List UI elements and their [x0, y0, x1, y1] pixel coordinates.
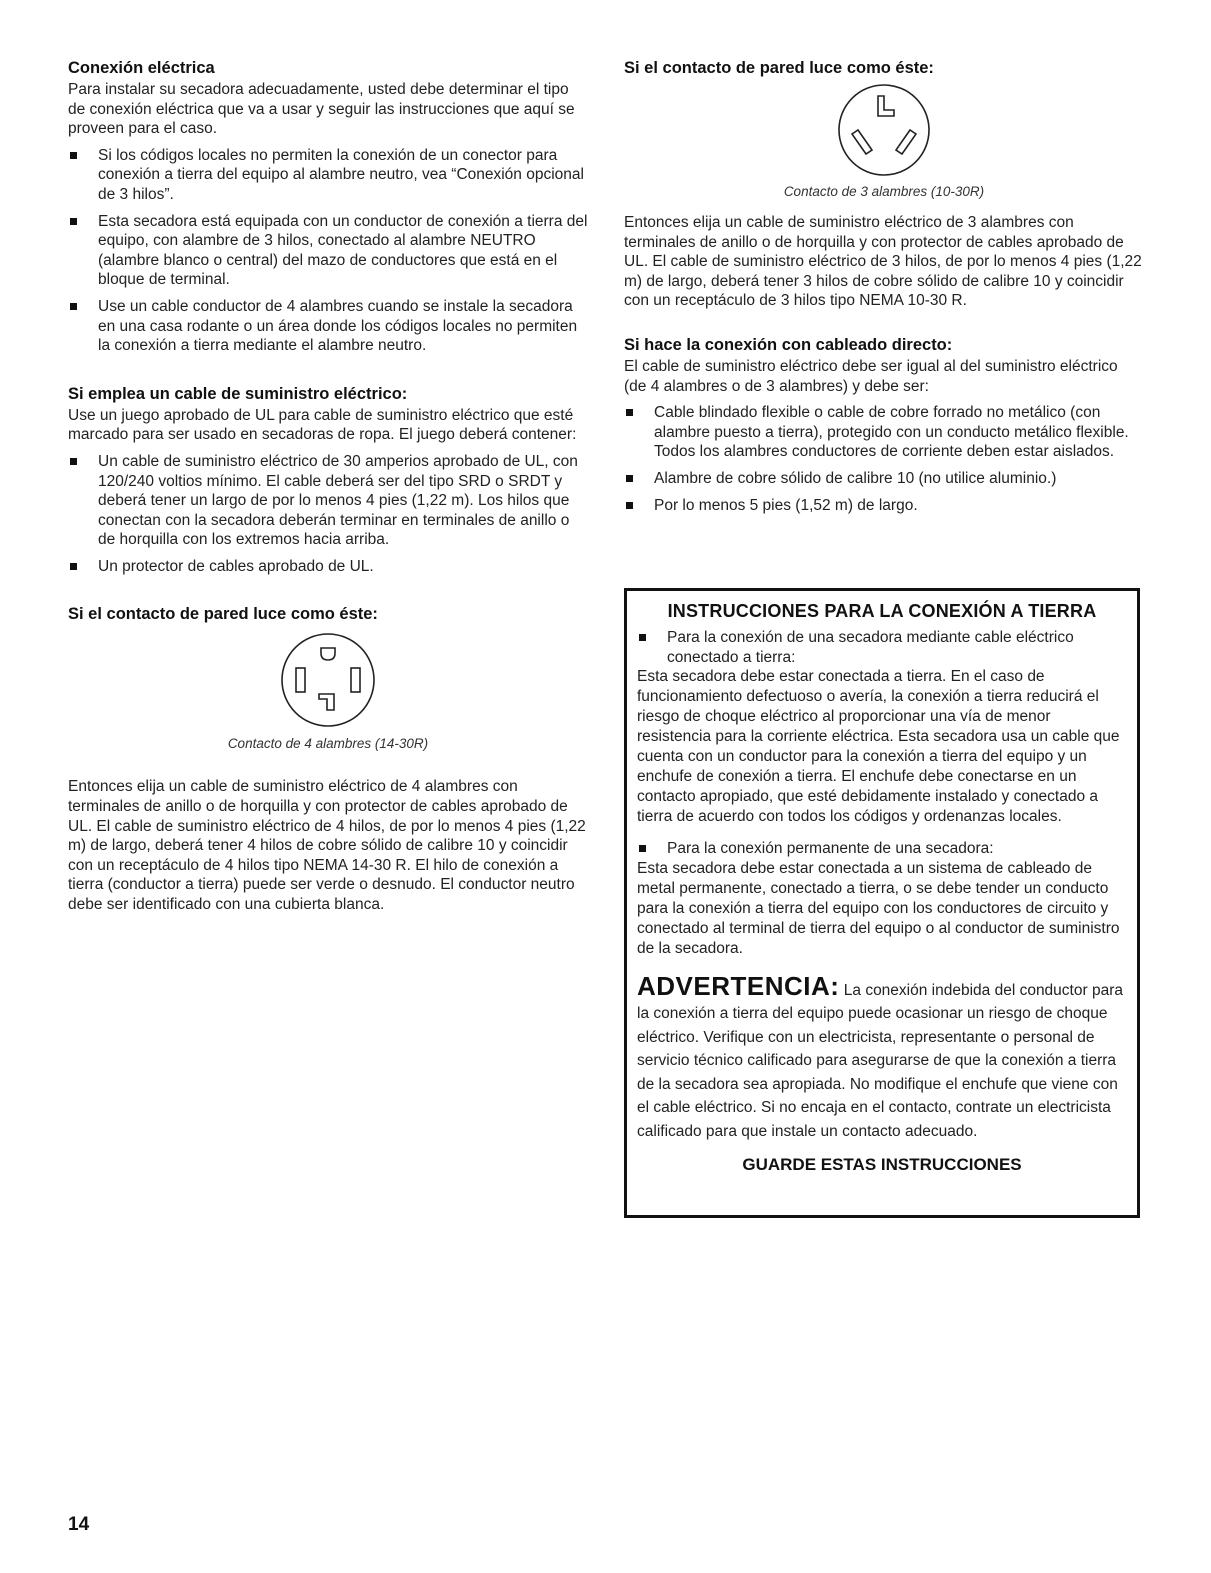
list-item: Cable blindado flexible o cable de cobre forrado no metálico (con alambre puesto a tierra), protegido con un conducto metálico flexible. Todos los alambres conductores de corriente deben estar aislados.: [624, 403, 1144, 462]
four-wire-paragraph: Entonces elija un cable de suministro eléctrico de 4 alambres con terminales de anillo o de horquilla y con protector de cables aprobado de UL. El cable de suministro eléctrico de 4 hilos, de por lo menos 4 pies (1,22 m) de largo, deberá tener 4 hilos de cobre sólido de calibre 10 y coincidir con un receptáculo de 4 hilos tipo NEMA 14-30 R. El hilo de conexión a tierra (conductor a tierra) puede ser verde o desnudo. El conductor neutro debe ser identificado con una cubierta blanca.: [68, 778, 586, 914]
grounding-title: INSTRUCCIONES PARA LA CONEXIÓN A TIERRA: [667, 601, 1097, 621]
bullet-square-icon: [70, 303, 77, 310]
warning-text: La conexión indebida del conductor para la conexión a tierra del equipo puede ocasionar un riesgo de choque eléctrico. Verifique con un electricista, representante o personal de servicio técnico calificado para asegurarse de que la conexión a tierra de la secadora sea apropiada. No modifique el enchufe que viene con el cable eléctrico. Si no encaja en el contacto, contrate un electricista calificado para que instale un contacto adecuado.: [637, 981, 1123, 1140]
heading-direct-wire: Si hace la conexión con cableado directo:: [624, 335, 953, 354]
list-item: Esta secadora está equipada con un conductor de conexión a tierra del equipo, con alambre de 3 hilos, conectado al alambre NEUTRO (alambre blanco o central) del mazo de conductores que está en el bloque de terminal.: [68, 212, 588, 290]
bullet-square-icon: [626, 409, 633, 416]
grounding-instructions-box: [624, 588, 1140, 1218]
bullet-square-icon: [639, 634, 646, 641]
four-wire-outlet-icon: [266, 628, 390, 732]
bullet-square-icon: [70, 152, 77, 159]
bullet-square-icon: [70, 458, 77, 465]
grounding-bullet-2: [637, 839, 1127, 859]
left-column: [68, 58, 588, 915]
bullet-list-codes: [68, 146, 588, 356]
intro-paragraph: Para instalar su secadora adecuadamente, usted debe determinar el tipo de conexión eléctrica que va a usar y seguir las instrucciones que aquí se proveen para el caso.: [68, 81, 575, 138]
warning-block: [637, 970, 1127, 1144]
bullet-square-icon: [639, 845, 646, 852]
right-column: [624, 58, 1144, 515]
list-item: Para la conexión de una secadora mediante cable eléctrico conectado a tierra:: [637, 628, 1127, 667]
bullet-square-icon: [626, 502, 633, 509]
bullet-square-icon: [70, 218, 77, 225]
list-item: Use un cable conductor de 4 alambres cuando se instale la secadora en una casa rodante o un área donde los códigos locales no permiten la conexión a tierra mediante el alambre neutro.: [68, 297, 588, 356]
caption-4-wire: Contacto de 4 alambres (14-30R): [227, 736, 429, 752]
list-item: Para la conexión permanente de una secadora:: [637, 839, 1127, 859]
list-item: Por lo menos 5 pies (1,52 m) de largo.: [624, 496, 1144, 516]
three-wire-outlet-icon: [834, 80, 934, 180]
direct-wire-paragraph: El cable de suministro eléctrico debe ser igual al del suministro eléctrico (de 4 alambres o de 3 alambres) y debe ser:: [624, 357, 1118, 395]
page-number: 14: [68, 1514, 90, 1535]
bullet-square-icon: [70, 563, 77, 570]
heading-power-cord: Si emplea un cable de suministro eléctrico:: [68, 384, 408, 403]
bullet-square-icon: [626, 475, 633, 482]
save-instructions: GUARDE ESTAS INSTRUCCIONES: [742, 1155, 1022, 1175]
grounding-paragraph-2: Esta secadora debe estar conectada a un sistema de cableado de metal permanente, conectado a tierra, o se debe tender un conducto para la conexión a tierra del equipo con los conductores de circuito y conectado al terminal de tierra del equipo o al conductor de suministro de la secadora.: [637, 859, 1120, 957]
heading-wall-receptacle-4: Si el contacto de pared luce como éste:: [68, 605, 378, 624]
caption-3-wire: Contacto de 3 alambres (10-30R): [783, 184, 985, 199]
grounding-paragraph-1: Esta secadora debe estar conectada a tierra. En el caso de funcionamiento defectuoso o avería, la conexión a tierra reducirá el riesgo de choque eléctrico al proporcionar una vía de menor resistencia para la corriente eléctrica. Esta secadora usa un cable que cuenta con un conductor para la conexión a tierra del equipo y un enchufe de conexión a tierra. El enchufe debe conectarse en un contacto apropiado, que esté debidamente instalado y conectado a tierra de acuerdo con todos los códigos y ordenanzas locales.: [637, 668, 1120, 826]
three-wire-paragraph: Entonces elija un cable de suministro eléctrico de 3 alambres con terminales de anillo o de horquilla y con protector de cables aprobado de UL. El cable de suministro eléctrico de 3 hilos, de por lo menos 4 pies (1,22 m) de largo, deberá tener 3 hilos de cobre sólido de calibre 10 y coincidir con un receptáculo de 3 hilos tipo NEMA 10-30 R.: [624, 214, 1142, 310]
bullet-list-direct-wire: [624, 403, 1144, 515]
list-item: Si los códigos locales no permiten la conexión de un conector para conexión a tierra del equipo al alambre neutro, vea “Conexión opcional de 3 hilos”.: [68, 146, 588, 205]
list-item: Un protector de cables aprobado de UL.: [68, 557, 588, 577]
list-item: Un cable de suministro eléctrico de 30 amperios aprobado de UL, con 120/240 voltios mínimo. El cable deberá ser del tipo SRD o SRDT y deberá tener un largo de por lo menos 4 pies (1,22 m). Los hilos que conectan con la secadora deberán terminar en terminales de anillo o de horquilla con los extremos hacia arriba.: [68, 452, 588, 550]
heading-wall-receptacle-3: Si el contacto de pared luce como éste:: [624, 59, 934, 77]
grounding-bullet-1: [637, 628, 1127, 667]
bullet-list-power-cord: [68, 452, 588, 577]
power-cord-paragraph: Use un juego aprobado de UL para cable de suministro eléctrico que esté marcado para ser usado en secadoras de ropa. El juego deberá contener:: [68, 406, 577, 444]
list-item: Alambre de cobre sólido de calibre 10 (no utilice aluminio.): [624, 469, 1144, 489]
heading-electrical-connection: Conexión eléctrica: [68, 59, 215, 77]
warning-label: ADVERTENCIA:: [637, 970, 840, 1001]
